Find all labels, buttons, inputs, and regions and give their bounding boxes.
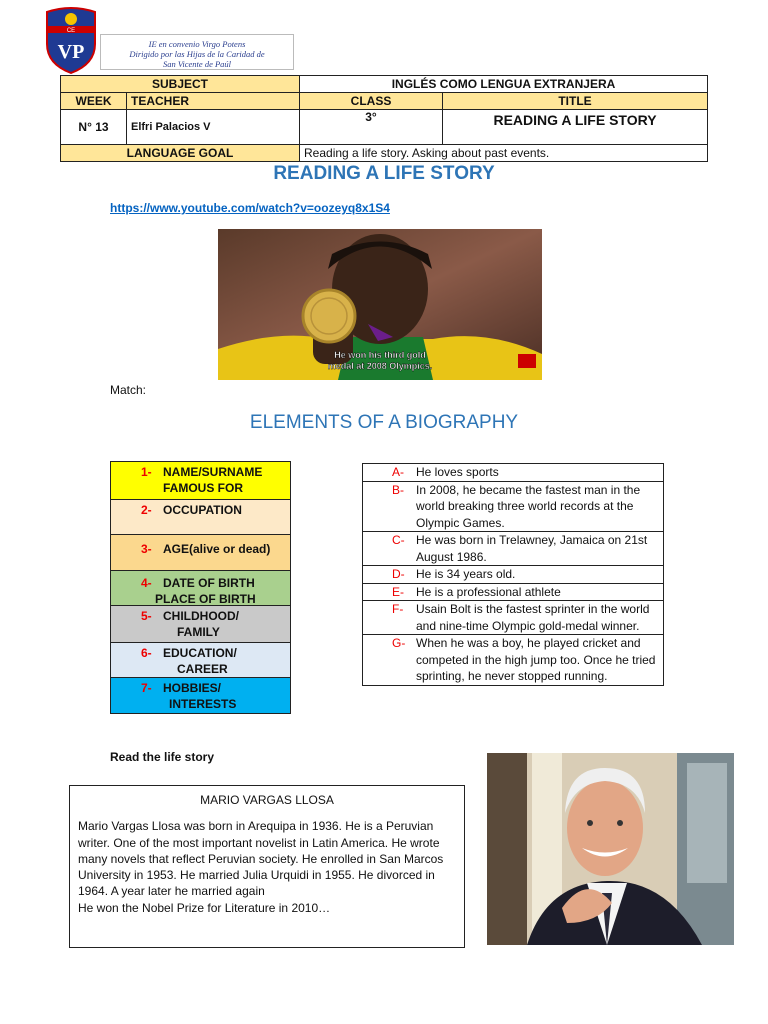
subject-label: SUBJECT: [61, 76, 300, 93]
story-body: Mario Vargas Llosa was born in Arequipa in 1936. He is a Peruvian writer. One of the most important novelist in Latin America. He wrote many novels that reflect Peruvian society. He enrolled in San Marcos University in 1953. He married Julia Urquidi in 1955. He divorced in 1964. A year later he married again: [78, 819, 444, 899]
story-title: MARIO VARGAS LLOSA: [200, 793, 334, 807]
info-table: [60, 75, 708, 162]
school-line-3: San Vicente de Paúl: [162, 59, 232, 69]
statement-row: E- He is a professional athlete: [363, 584, 663, 602]
title-label: TITLE: [443, 93, 708, 110]
teacher-label: TEACHER: [127, 93, 300, 110]
element-row: 5- CHILDHOOD/ FAMILY: [111, 606, 290, 643]
video-link[interactable]: https://www.youtube.com/watch?v=oozeyq8x1S4: [110, 201, 390, 215]
school-line-1: IE en convenio Virgo Potens: [148, 39, 246, 49]
goal-value: Reading a life story. Asking about past events.: [300, 145, 708, 162]
class-label: CLASS: [300, 93, 443, 110]
story-last-line: He won the Nobel Prize for Literature in 2010…: [78, 900, 331, 915]
photo-caption-line-1: He won his third gold: [334, 350, 426, 360]
match-label: Match:: [110, 383, 147, 397]
element-row: 6- EDUCATION/ CAREER: [111, 643, 290, 678]
statements-list: [362, 463, 664, 686]
element-row: 3- AGE(alive or dead): [111, 535, 290, 571]
statement-row: F- Usain Bolt is the fastest sprinter in the world and nine-time Olympic gold-medal winner.: [363, 601, 663, 635]
teacher-value: Elfri Palacios V: [127, 110, 300, 145]
writer-photo: [487, 753, 734, 945]
week-label: WEEK: [61, 93, 127, 110]
week-value: N° 13: [61, 110, 127, 145]
goal-label: LANGUAGE GOAL: [61, 145, 300, 162]
element-row: 7- HOBBIES/ INTERESTS: [111, 678, 290, 713]
story-box: [69, 785, 465, 948]
statement-row: A- He loves sports: [363, 464, 663, 482]
element-row: 4- DATE OF BIRTH PLACE OF BIRTH: [111, 571, 290, 606]
title-value: READING A LIFE STORY: [443, 110, 708, 145]
element-row: 1- NAME/SURNAME FAMOUS FOR: [111, 462, 290, 500]
school-name-box: [100, 34, 294, 70]
school-logo: [44, 6, 98, 74]
statement-row: C- He was born in Trelawney, Jamaica on 21st August 1986.: [363, 532, 663, 566]
class-value: 3°: [300, 110, 443, 145]
school-line-2: Dirigido por las Hijas de la Caridad de: [129, 49, 265, 59]
svg-text:VP: VP: [57, 41, 85, 63]
statement-row: B- In 2008, he became the fastest man in the world breaking three world records at the Olympic Games.: [363, 482, 663, 533]
element-row: 2- OCCUPATION: [111, 500, 290, 535]
section-title: ELEMENTS OF A BIOGRAPHY: [249, 412, 519, 433]
main-title: READING A LIFE STORY: [273, 163, 495, 184]
statement-row: G- When he was a boy, he played cricket and competed in the high jump too. Once he tried sprinting, he never stopped running.: [392, 636, 656, 683]
athlete-photo: [218, 229, 542, 380]
svg-text:CE: CE: [66, 28, 76, 34]
statement-row: D- He is 34 years old.: [363, 566, 663, 584]
elements-list: [110, 461, 291, 714]
photo-caption-line-2: medal at 2008 Olympics.: [327, 361, 433, 371]
read-label: Read the life story: [110, 750, 215, 764]
subject-value: INGLÉS COMO LENGUA EXTRANJERA: [300, 76, 708, 93]
